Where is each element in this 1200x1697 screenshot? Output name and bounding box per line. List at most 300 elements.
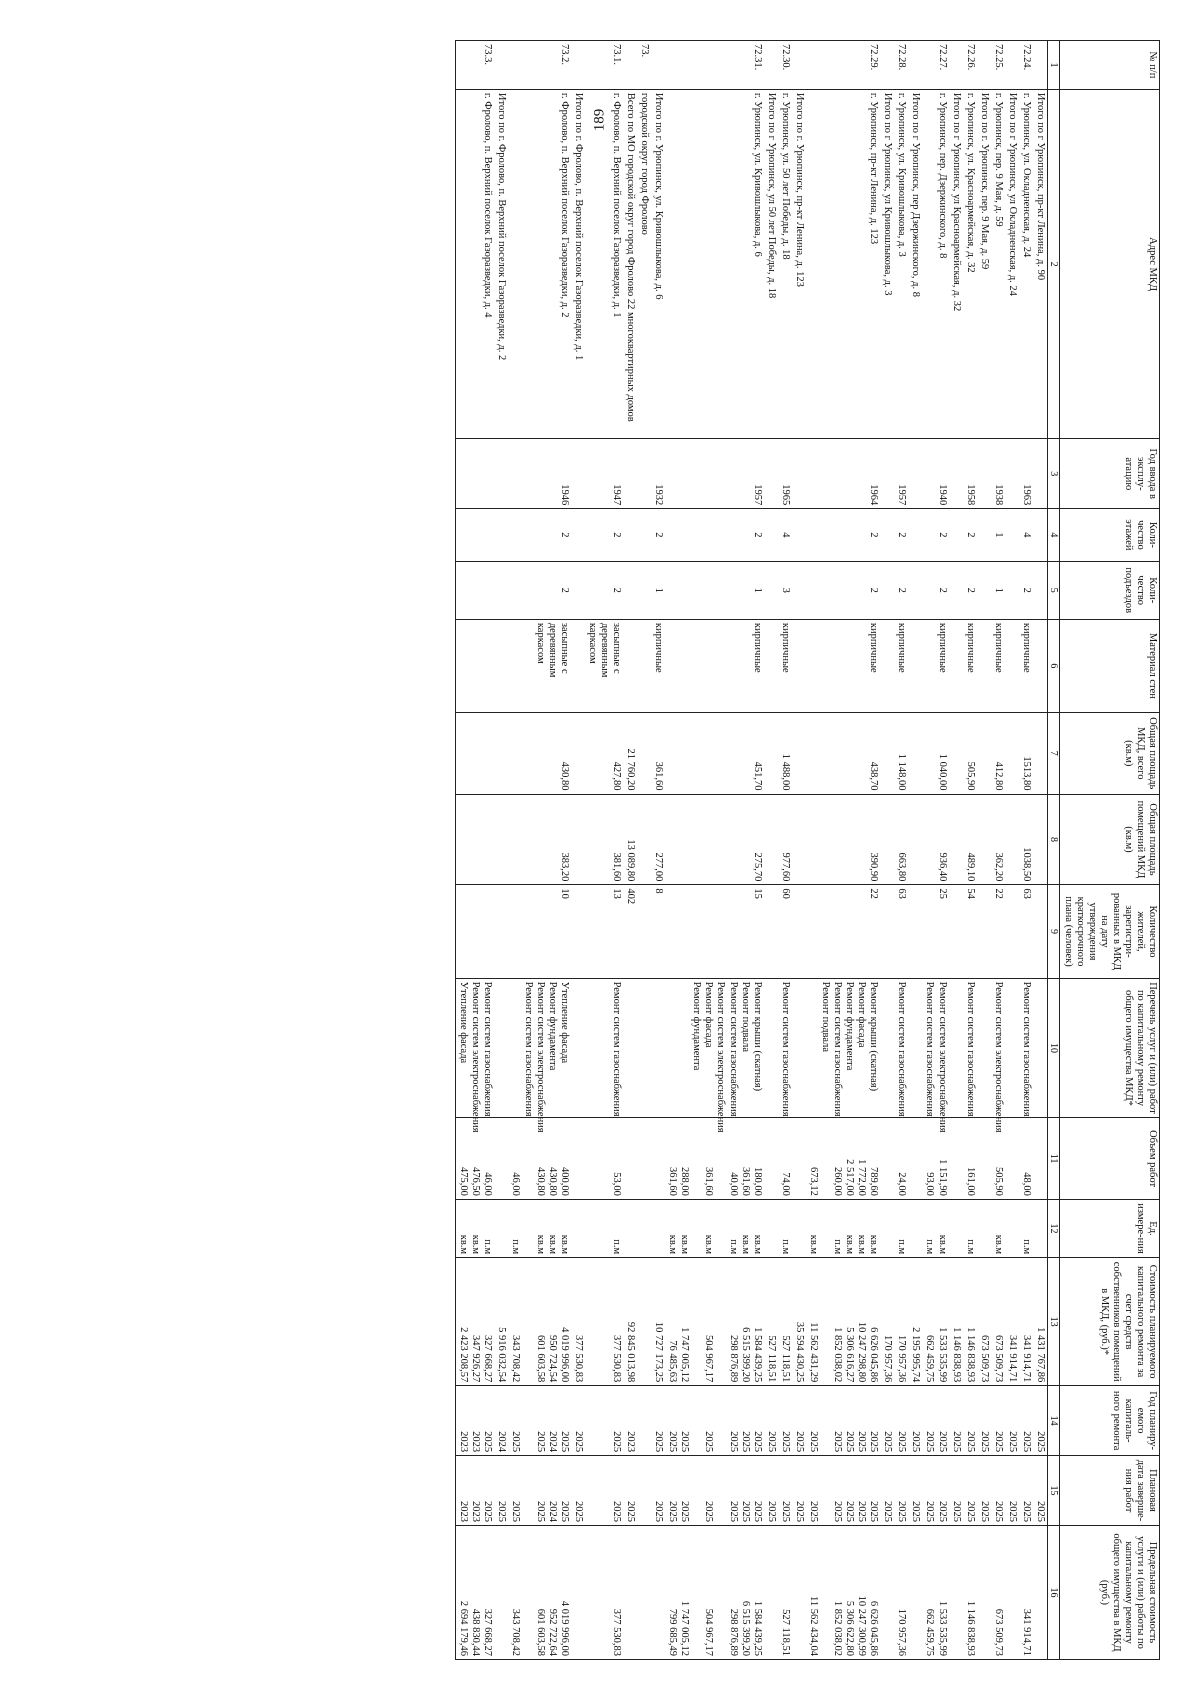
unit-value: п.м <box>482 1239 494 1255</box>
planned-year-value: 2025 <box>844 1431 856 1453</box>
row-number-cell: 73.2. <box>508 41 570 90</box>
work-volume-value <box>819 1121 831 1196</box>
cost-cell <box>456 1258 495 1386</box>
work-volume-value: 430,80 <box>546 1166 558 1196</box>
completion-year-value: 2023 <box>470 1500 482 1522</box>
floors-cell: 2 <box>922 509 948 561</box>
total-area-cell: 451,70 <box>665 713 764 795</box>
planned-year-cell <box>991 1386 1005 1456</box>
works-list-value: Ремонт систем газоснабжения <box>1020 981 1032 1117</box>
limit-cost-value: 1 533 535,99 <box>936 1600 948 1656</box>
limit-cost-cell <box>1019 1525 1033 1659</box>
completion-year-value: 2025 <box>896 1500 908 1522</box>
cost-cell <box>1005 1258 1019 1386</box>
residents-cell: 54 <box>963 885 977 978</box>
row-number-cell: 72.26. <box>963 41 977 90</box>
works-list-cell <box>806 978 880 1118</box>
work-volume-cell <box>977 1118 991 1200</box>
limit-cost-cell <box>991 1525 1005 1659</box>
limit-cost-value: 1 747 005,12 <box>679 1600 691 1656</box>
completion-year-value: 2025 <box>558 1500 570 1522</box>
total-area-cell: 1 148,00 <box>894 713 908 795</box>
limit-cost-value: 799 685,49 <box>667 1608 679 1656</box>
year-built-cell <box>977 439 991 509</box>
completion-year-cell <box>778 1456 792 1526</box>
work-volume-value: 93,00 <box>924 1172 936 1196</box>
completion-year-cell <box>880 1456 894 1526</box>
works-list-cell <box>585 978 623 1118</box>
unit-value: кв.м <box>807 1234 819 1255</box>
works-list-cell <box>665 978 764 1133</box>
entrances-cell: 1 <box>665 561 764 619</box>
limit-cost-value: 10 247 300,99 <box>856 1595 868 1656</box>
year-built-cell <box>908 439 922 509</box>
table-row <box>778 41 792 1660</box>
planned-year-cell <box>963 1386 977 1456</box>
planned-year-cell <box>792 1386 806 1456</box>
completion-year-value: 2025 <box>992 1500 1004 1522</box>
entrances-cell <box>623 561 637 619</box>
completion-year-cell <box>494 1456 508 1526</box>
wall-material-cell: кирпичные <box>922 619 948 712</box>
completion-year-value: 2025 <box>625 1500 637 1522</box>
total-area-cell: 361,60 <box>651 713 665 795</box>
premises-area-cell <box>494 794 508 885</box>
work-volume-cell <box>585 1118 623 1200</box>
cost-cell <box>1033 1258 1048 1386</box>
total-area-cell <box>1005 713 1019 795</box>
completion-year-value: 2025 <box>727 1500 739 1522</box>
cost-value <box>690 1261 702 1382</box>
completion-year-cell <box>991 1456 1005 1526</box>
works-list-cell <box>1005 978 1019 1118</box>
planned-year-value: 2025 <box>558 1431 570 1453</box>
unit-cell <box>1005 1199 1019 1257</box>
address-cell: Итого по г Урюпинск, ул Красноармейская, д. 32 <box>949 89 963 438</box>
column-header: Материал стен <box>1060 619 1160 712</box>
cost-value <box>714 1261 726 1382</box>
planned-year-value: 2025 <box>964 1431 976 1453</box>
completion-year-value: 2025 <box>978 1500 990 1522</box>
floors-cell <box>637 509 651 561</box>
premises-area-cell: 277,00 <box>651 794 665 885</box>
year-built-cell <box>637 439 651 509</box>
floors-cell <box>494 509 508 561</box>
completion-year-value: 2023 <box>458 1500 470 1522</box>
floors-cell: 1 <box>991 509 1005 561</box>
entrances-cell: 2 <box>508 561 570 619</box>
cost-cell <box>494 1258 508 1386</box>
unit-value: кв.м <box>868 1234 880 1255</box>
planned-year-value: 2025 <box>679 1431 691 1453</box>
column-number: 2 <box>1048 89 1061 438</box>
works-list-value: Ремонт подвала <box>820 981 831 1053</box>
wall-material-cell <box>977 619 991 712</box>
completion-year-cell <box>623 1456 637 1526</box>
unit-cell <box>1019 1199 1033 1257</box>
completion-year-value: 2025 <box>832 1500 844 1522</box>
work-volume-value: 260,00 <box>832 1166 844 1196</box>
planned-year-value: 2025 <box>727 1431 739 1453</box>
completion-year-value: 2025 <box>779 1500 791 1522</box>
unit-cell <box>922 1199 948 1257</box>
work-volume-value: 505,90 <box>992 1166 1004 1196</box>
works-list-value: Ремонт фундамента <box>546 981 558 1071</box>
wall-material-cell <box>908 619 922 712</box>
wall-material-cell <box>1005 619 1019 712</box>
column-number: 12 <box>1048 1199 1061 1257</box>
year-built-cell <box>623 439 637 509</box>
total-area-cell <box>1033 713 1048 795</box>
cost-cell <box>1019 1258 1033 1386</box>
limit-cost-value: 5 306 622,80 <box>844 1600 856 1656</box>
residents-cell <box>764 885 778 978</box>
work-volume-value: 180,00 <box>751 1166 763 1196</box>
table-row <box>991 41 1005 1660</box>
planned-year-value: 2025 <box>1035 1431 1046 1453</box>
limit-cost-value: 341 914,71 <box>1020 1608 1032 1656</box>
column-header: Год ввода в эксплу-атацию <box>1060 439 1160 509</box>
completion-year-value: 2025 <box>679 1500 691 1522</box>
work-volume-value: 476,50 <box>470 1166 482 1196</box>
limit-cost-cell <box>456 1525 495 1659</box>
year-built-cell: 1964 <box>806 439 880 509</box>
unit-cell <box>571 1199 585 1257</box>
residents-cell <box>456 885 495 978</box>
planned-year-cell <box>494 1386 508 1456</box>
premises-area-cell <box>571 794 585 885</box>
total-area-cell: 505,90 <box>963 713 977 795</box>
unit-cell <box>778 1199 792 1257</box>
row-number-cell <box>571 41 585 90</box>
unit-cell <box>508 1199 570 1257</box>
floors-cell: 2 <box>806 509 880 561</box>
year-built-cell <box>494 439 508 509</box>
table-row <box>922 41 948 1660</box>
table-row <box>977 41 991 1660</box>
address-cell: г. Урюпинск, ул. Окладненская, д. 24 <box>1019 89 1033 438</box>
unit-value: кв.м <box>856 1234 868 1255</box>
planned-year-cell <box>977 1386 991 1456</box>
planned-year-cell <box>778 1386 792 1456</box>
total-area-cell <box>571 713 585 795</box>
cost-cell <box>778 1258 792 1386</box>
unit-value <box>522 1203 534 1254</box>
limit-cost-cell <box>778 1525 792 1659</box>
planned-year-value: 2025 <box>924 1431 936 1453</box>
limit-cost-value: 327 668,27 <box>482 1608 494 1656</box>
cost-cell <box>963 1258 977 1386</box>
planned-year-cell <box>949 1386 963 1456</box>
year-built-cell: 1940 <box>922 439 948 509</box>
row-number-cell: 72.31. <box>665 41 764 90</box>
year-built-cell: 1958 <box>963 439 977 509</box>
row-number-cell <box>977 41 991 90</box>
completion-year-value: 2024 <box>546 1500 558 1522</box>
cost-value: 5 306 616,27 <box>844 1327 856 1383</box>
limit-cost-value: 673 509,73 <box>992 1608 1004 1656</box>
planned-year-cell <box>623 1386 637 1456</box>
works-list-cell <box>508 978 570 1133</box>
address-cell: г. Урюпинск, пр-кт Ленина, д. 123 <box>806 89 880 438</box>
works-list-value: Ремонт систем газоснабжения <box>896 981 908 1117</box>
limit-cost-cell <box>922 1525 948 1659</box>
floors-cell <box>623 509 637 561</box>
column-number-row <box>1048 41 1061 1660</box>
total-area-cell <box>977 713 991 795</box>
work-volume-value: 288,00 <box>679 1166 691 1196</box>
total-area-cell <box>637 713 651 795</box>
completion-year-cell <box>571 1456 585 1526</box>
planned-year-value: 2025 <box>950 1431 962 1453</box>
unit-value: кв.м <box>703 1234 715 1255</box>
column-number: 7 <box>1048 713 1061 795</box>
work-volume-value: 46,00 <box>482 1172 494 1196</box>
works-list-cell <box>1019 978 1033 1118</box>
works-list-cell <box>977 978 991 1118</box>
unit-cell <box>806 1199 880 1257</box>
floors-cell: 4 <box>1019 509 1033 561</box>
work-volume-cell <box>571 1118 585 1200</box>
column-number: 8 <box>1048 794 1061 885</box>
table-row <box>494 41 508 1660</box>
residents-cell: 22 <box>806 885 880 978</box>
cost-value: 1 431 767,86 <box>1035 1327 1046 1383</box>
cost-value: 10 727 173,25 <box>653 1321 665 1383</box>
wall-material-cell: кирпичные <box>1019 619 1033 712</box>
limit-cost-cell <box>623 1525 637 1659</box>
unit-value: кв.м <box>534 1234 546 1255</box>
unit-value: п.м <box>924 1239 936 1255</box>
completion-year-cell <box>637 1456 651 1526</box>
planned-year-value: 2023 <box>625 1431 637 1453</box>
column-number: 5 <box>1048 561 1061 619</box>
planned-year-cell <box>585 1386 623 1456</box>
planned-year-value: 2025 <box>572 1431 584 1453</box>
entrances-cell <box>571 561 585 619</box>
planned-year-cell <box>1005 1386 1019 1456</box>
column-header: Коли-чество подъездов <box>1060 561 1160 619</box>
cost-value: 347 926,27 <box>470 1334 482 1383</box>
unit-cell <box>665 1199 764 1257</box>
wall-material-cell <box>764 619 778 712</box>
wall-material-cell: кирпичные <box>806 619 880 712</box>
residents-cell <box>1005 885 1019 978</box>
total-area-cell: 21 760,20 <box>623 713 637 795</box>
table-row <box>806 41 880 1660</box>
work-volume-value: 2 517,00 <box>844 1159 856 1196</box>
capital-repair-table <box>455 40 1160 1660</box>
completion-year-cell <box>585 1456 623 1526</box>
work-volume-value: 789,60 <box>868 1166 880 1196</box>
work-volume-cell <box>880 1118 894 1200</box>
limit-cost-value <box>819 1529 831 1656</box>
work-volume-cell <box>1033 1118 1048 1200</box>
address-cell: городской округ город Фролово <box>637 89 651 438</box>
floors-cell <box>792 509 806 561</box>
limit-cost-cell <box>977 1525 991 1659</box>
planned-year-value <box>819 1389 831 1452</box>
cost-value: 527 118,51 <box>765 1335 777 1383</box>
year-built-cell: 1963 <box>1019 439 1033 509</box>
total-area-cell: 430,80 <box>508 713 570 795</box>
completion-year-value: 2025 <box>1020 1500 1032 1522</box>
limit-cost-value: 601 603,58 <box>534 1608 546 1656</box>
work-volume-cell <box>623 1118 637 1200</box>
work-volume-cell <box>806 1118 880 1200</box>
unit-cell <box>456 1199 495 1257</box>
works-list-value: Ремонт систем газоснабжения <box>522 981 534 1117</box>
works-list-value: Ремонт крыши (скатная) <box>751 981 763 1092</box>
completion-year-value: 2025 <box>765 1500 777 1522</box>
floors-cell <box>764 509 778 561</box>
unit-value: кв.м <box>844 1234 856 1255</box>
completion-year-value <box>690 1459 702 1522</box>
entrances-cell: 3 <box>778 561 792 619</box>
planned-year-value: 2025 <box>868 1431 880 1453</box>
planned-year-value: 2025 <box>936 1431 948 1453</box>
wall-material-cell: засыпные с деревянным каркасом <box>508 619 570 712</box>
planned-year-value: 2025 <box>896 1431 908 1453</box>
unit-cell <box>585 1199 623 1257</box>
year-built-cell: 1932 <box>651 439 665 509</box>
work-volume-cell <box>778 1118 792 1200</box>
column-header: Ед. измере-ния <box>1060 1199 1160 1257</box>
wall-material-cell <box>456 619 495 712</box>
planned-year-value: 2025 <box>510 1431 522 1453</box>
unit-value: п.м <box>510 1239 522 1255</box>
cost-value: 527 118,51 <box>779 1335 791 1383</box>
premises-area-cell: 489,10 <box>963 794 977 885</box>
residents-cell <box>494 885 508 978</box>
works-list-cell <box>778 978 792 1118</box>
unit-value: кв.м <box>558 1234 570 1255</box>
row-number-cell <box>880 41 894 90</box>
unit-cell <box>1033 1199 1048 1257</box>
works-list-value: Ремонт систем газоснабжения <box>482 981 494 1117</box>
limit-cost-cell <box>880 1525 894 1659</box>
address-cell: Итого по г. Фролово, п. Верхний поселок Газоразведки, д. 2 <box>494 89 508 438</box>
unit-cell <box>977 1199 991 1257</box>
row-number-cell <box>764 41 778 90</box>
premises-area-cell <box>949 794 963 885</box>
entrances-cell: 2 <box>806 561 880 619</box>
works-list-value: Утепление фасада <box>558 981 570 1064</box>
address-cell: г. Фролово, п. Верхний поселок Газоразведки, д. 4 <box>456 89 495 438</box>
row-number-cell <box>651 41 665 90</box>
premises-area-cell <box>637 794 651 885</box>
work-volume-value: 48,00 <box>1020 1172 1032 1196</box>
works-list-value: Ремонт фасада <box>703 981 715 1048</box>
works-list-value: Ремонт фундамента <box>844 981 856 1071</box>
works-list-value: Ремонт систем газоснабжения <box>611 981 622 1117</box>
floors-cell <box>880 509 894 561</box>
completion-year-cell <box>949 1456 963 1526</box>
planned-year-value: 2025 <box>832 1431 844 1453</box>
completion-year-cell <box>1019 1456 1033 1526</box>
works-list-cell <box>637 978 651 1118</box>
limit-cost-value: 1 584 439,25 <box>751 1600 763 1656</box>
cost-cell <box>792 1258 806 1386</box>
floors-cell: 4 <box>778 509 792 561</box>
cost-value: 4 019 996,00 <box>558 1327 570 1383</box>
planned-year-value <box>522 1389 534 1452</box>
year-built-cell: 1947 <box>585 439 623 509</box>
total-area-cell <box>456 713 495 795</box>
cost-cell <box>894 1258 908 1386</box>
completion-year-value <box>714 1459 726 1522</box>
planned-year-cell <box>880 1386 894 1456</box>
floors-cell: 2 <box>665 509 764 561</box>
column-header: Предельная стоимость услуги и (или) работы по капитальному ремонту общего имущества в МКД (руб.) <box>1060 1525 1160 1659</box>
total-area-cell: 412,80 <box>991 713 1005 795</box>
premises-area-cell: 362,20 <box>991 794 1005 885</box>
year-built-cell: 1957 <box>894 439 908 509</box>
planned-year-value: 2025 <box>779 1431 791 1453</box>
premises-area-cell <box>792 794 806 885</box>
total-area-cell: 1 488,00 <box>778 713 792 795</box>
planned-year-value: 2025 <box>856 1431 868 1453</box>
work-volume-cell <box>494 1118 508 1200</box>
residents-cell: 25 <box>922 885 948 978</box>
address-cell: Итого по г Урюпинск, пр-кт Ленина, д. 90 <box>1033 89 1048 438</box>
column-number: 15 <box>1048 1456 1061 1526</box>
work-volume-value: 361,60 <box>739 1166 751 1196</box>
column-number: 9 <box>1048 885 1061 978</box>
column-number: 3 <box>1048 439 1061 509</box>
entrances-cell <box>764 561 778 619</box>
completion-year-value: 2025 <box>910 1500 922 1522</box>
completion-year-value: 2025 <box>703 1500 715 1522</box>
unit-cell <box>908 1199 922 1257</box>
planned-year-value: 2025 <box>882 1431 894 1453</box>
floors-cell <box>908 509 922 561</box>
table-body <box>456 41 1048 1660</box>
table-row <box>585 41 623 1660</box>
work-volume-value: 40,00 <box>727 1172 739 1196</box>
planned-year-value: 2023 <box>458 1431 470 1453</box>
floors-cell <box>456 509 495 561</box>
planned-year-cell <box>1033 1386 1048 1456</box>
work-volume-value: 673,12 <box>807 1166 819 1196</box>
entrances-cell <box>494 561 508 619</box>
cost-value: 601 603,58 <box>534 1334 546 1383</box>
works-list-value: Ремонт фасада <box>856 981 868 1048</box>
planned-year-value: 2025 <box>751 1431 763 1453</box>
limit-cost-value: 438 830,44 <box>470 1608 482 1656</box>
unit-cell <box>494 1199 508 1257</box>
cost-cell <box>651 1258 665 1386</box>
cost-value: 92 845 013,98 <box>625 1321 637 1383</box>
table-row <box>880 41 894 1660</box>
limit-cost-value: 1 146 838,93 <box>964 1600 976 1656</box>
completion-year-value: 2025 <box>882 1500 894 1522</box>
planned-year-value <box>714 1389 726 1452</box>
planned-year-value: 2025 <box>534 1431 546 1453</box>
entrances-cell <box>880 561 894 619</box>
table-row <box>508 41 570 1660</box>
completion-year-value: 2025 <box>844 1500 856 1522</box>
limit-cost-value: 662 459,75 <box>924 1608 936 1656</box>
planned-year-value: 2024 <box>496 1431 508 1453</box>
work-volume-value: 361,60 <box>703 1166 715 1196</box>
limit-cost-cell <box>571 1525 585 1659</box>
address-cell: г. Урюпинск, пер. Дзержинского, д. 8 <box>922 89 948 438</box>
floors-cell <box>1005 509 1019 561</box>
work-volume-value: 400,00 <box>558 1166 570 1196</box>
column-header: Стоимость планируемого капитального ремонта за счет средств собственников помещений в МКД, (руб.)* <box>1060 1258 1160 1386</box>
year-built-cell <box>456 439 495 509</box>
